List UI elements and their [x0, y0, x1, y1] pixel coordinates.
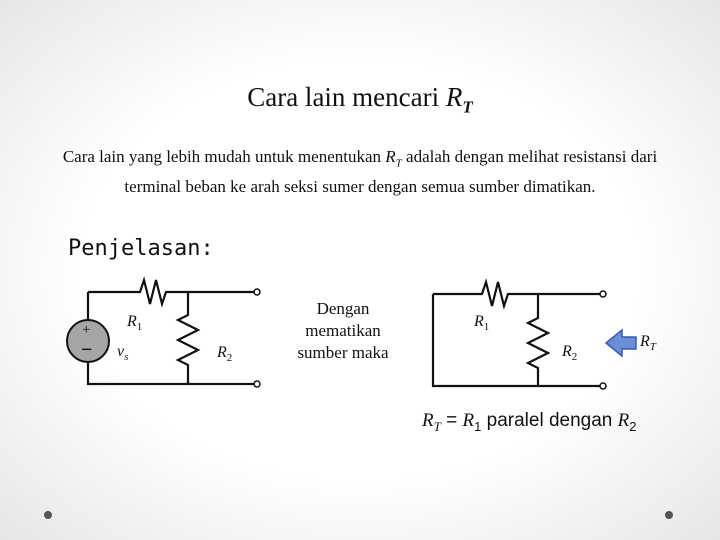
decor-dot-left	[44, 511, 52, 519]
title-symbol: R	[445, 82, 463, 112]
middle-note: Dengan mematikan sumber maka	[297, 299, 389, 362]
rt-label: $R_T$	[640, 333, 656, 354]
title-text: Cara lain mencari	[247, 82, 446, 112]
right-r2-label: $R_2$	[562, 343, 578, 364]
rt-arrow	[606, 330, 636, 356]
source-plus: +	[82, 322, 91, 338]
right-wire-left	[433, 294, 602, 386]
right-wire-top	[433, 282, 602, 306]
section-heading: Penjelasan:	[68, 236, 214, 261]
left-wire-top	[88, 280, 256, 304]
title-subscript: T	[462, 97, 473, 117]
paragraph-subscript: T	[395, 157, 402, 170]
left-wire-source-down	[88, 292, 256, 384]
equivalent-resistance-formula: $R_T = R_1$ paralel dengan $R_2$	[422, 410, 637, 434]
left-r2-label: $R_2$	[217, 344, 233, 365]
paragraph-part-1: Cara lain yang lebih mudah untuk menentukan	[62, 147, 386, 166]
terminal-right-top	[600, 291, 606, 297]
right-r1-label: $R_1$	[474, 313, 490, 334]
left-vs-label: $v_s$	[117, 343, 129, 364]
left-wire-r2	[178, 292, 198, 384]
right-wire-r2	[528, 294, 548, 386]
terminal-right-bottom	[600, 383, 606, 389]
terminal-left-bottom	[254, 381, 260, 387]
left-r1-label: $R_1$	[127, 313, 143, 334]
source-minus: −	[81, 339, 93, 361]
paragraph-part-2: adalah dengan melihat resistansi dari terminal beban ke arah seksi sumer dengan semua sumber dimatikan.	[124, 147, 658, 197]
terminal-left-top	[254, 289, 260, 295]
decor-dot-right	[665, 511, 673, 519]
paragraph-symbol: R	[385, 147, 396, 166]
